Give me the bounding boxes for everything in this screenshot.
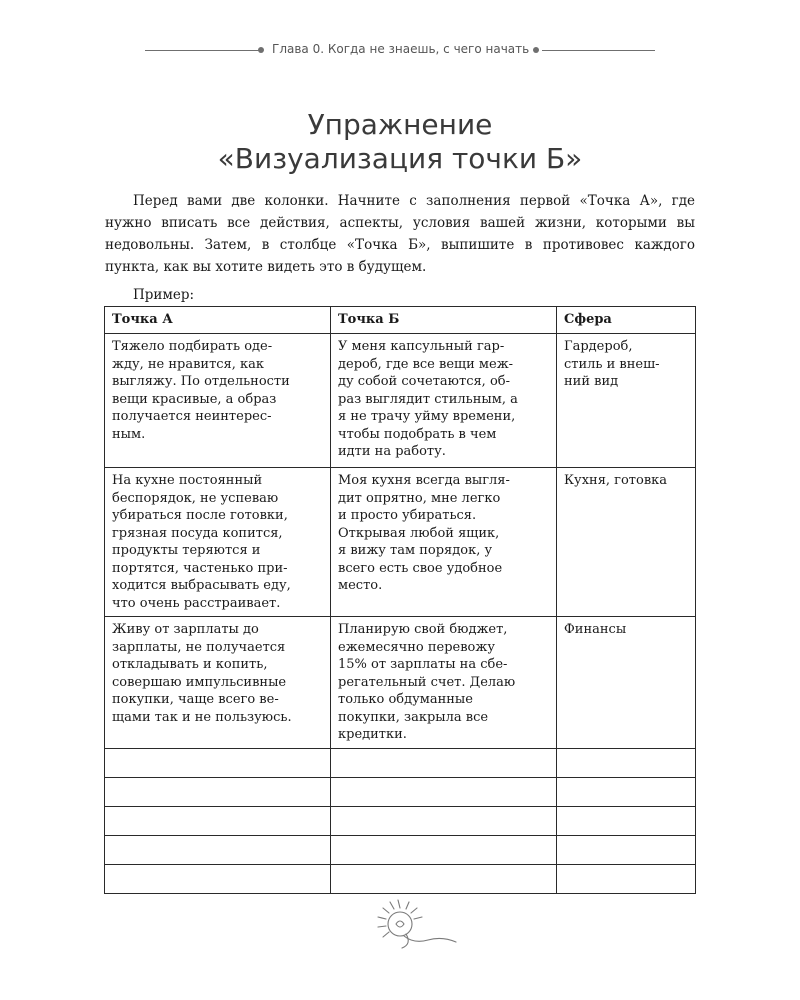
empty-cell-point-a[interactable] — [105, 835, 331, 864]
cell-point-a: Тяжело подбирать оде- жду, не нравится, как выгляжу. По отдельности вещи красивые, а образ получается неинтерес- ным. — [105, 334, 331, 468]
empty-cell-sphere[interactable] — [557, 864, 696, 893]
exercise-table — [104, 306, 696, 894]
cell-point-a: Живу от зарплаты до зарплаты, не получается откладывать и копить, совершаю импульсивные покупки, чаще всего ве- щами так и не пользуюсь. — [105, 617, 331, 749]
empty-cell-point-a[interactable] — [105, 864, 331, 893]
empty-table-row — [105, 835, 696, 864]
empty-cell-point-b[interactable] — [331, 777, 557, 806]
table-header-row — [105, 307, 696, 334]
empty-table-row — [105, 806, 696, 835]
header-point-a: Точка А — [105, 307, 331, 334]
table-row — [105, 617, 696, 749]
cell-sphere: Финансы — [557, 617, 696, 749]
header-rule-right — [542, 50, 655, 51]
empty-cell-point-a[interactable] — [105, 777, 331, 806]
running-header — [0, 40, 800, 60]
title-line-2: «Визуализация точки Б» — [217, 142, 583, 175]
empty-cell-sphere[interactable] — [557, 777, 696, 806]
cell-point-b: Моя кухня всегда выгля- дит опрятно, мне легко и просто убираться. Открывая любой ящик, я вижу там порядок, у всего есть свое удобное место. — [331, 468, 557, 617]
header-sphere: Сфера — [557, 307, 696, 334]
cell-point-b: У меня капсульный гар- дероб, где все вещи меж- ду собой сочетаются, об- раз выглядит стильным, а я не трачу уйму времени, чтобы подобрать в чем идти на работу. — [331, 334, 557, 468]
cell-sphere: Кухня, готовка — [557, 468, 696, 617]
empty-cell-point-b[interactable] — [331, 835, 557, 864]
empty-cell-point-a[interactable] — [105, 748, 331, 777]
intro-paragraph: Перед вами две колонки. Начните с заполнения первой «Точка А», где нужно вписать все действия, аспекты, условия вашей жизни, которыми вы недовольны. Затем, в столбце «Точка Б», выпишите в противовес каждого пункта, как вы хотите видеть это в будущем. — [105, 193, 695, 275]
empty-cell-point-a[interactable] — [105, 806, 331, 835]
running-title: Глава 0. Когда не знаешь, с чего начать — [272, 42, 530, 56]
example-label: Пример: — [133, 287, 195, 303]
empty-cell-point-b[interactable] — [331, 806, 557, 835]
empty-cell-sphere[interactable] — [557, 806, 696, 835]
table-row — [105, 468, 696, 617]
title-line-1: Упражнение — [307, 108, 493, 141]
empty-cell-sphere[interactable] — [557, 748, 696, 777]
empty-cell-sphere[interactable] — [557, 835, 696, 864]
empty-cell-point-b[interactable] — [331, 864, 557, 893]
cell-point-b: Планирую свой бюджет, ежемесячно перевожу 15% от зарплаты на сбе- регательный счет. Делаю только обдуманные покупки, закрыла все кредитки. — [331, 617, 557, 749]
cell-point-a: На кухне постоянный беспорядок, не успеваю убираться после готовки, грязная посуда копится, продукты теряются и портятся, частенько при- ходится выбрасывать еду, что очень расстраивает. — [105, 468, 331, 617]
header-dot-right — [533, 47, 539, 53]
empty-cell-point-b[interactable] — [331, 748, 557, 777]
cell-sphere: Гардероб, стиль и внеш- ний вид — [557, 334, 696, 468]
header-dot-left — [258, 47, 264, 53]
header-point-b: Точка Б — [331, 307, 557, 334]
exercise-title — [0, 108, 800, 176]
empty-table-row — [105, 748, 696, 777]
empty-table-row — [105, 864, 696, 893]
table-row — [105, 334, 696, 468]
header-rule-left — [145, 50, 260, 51]
empty-table-row — [105, 777, 696, 806]
sun-swirl-ornament-icon — [340, 890, 470, 960]
